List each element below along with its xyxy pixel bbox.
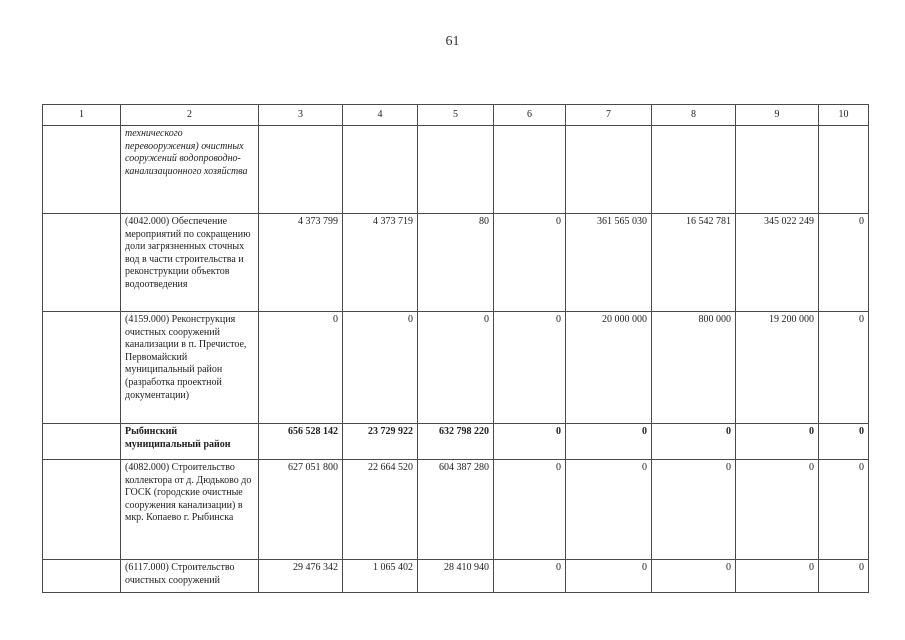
value-cell: 1 065 402 — [343, 560, 418, 593]
description-cell: технического перевооружения) очистных сооружений водопроводно-канализационного хозяйства — [121, 126, 259, 214]
table-header-row — [43, 105, 869, 126]
description-cell: (4159.000) Реконструкция очистных сооружений канализации в п. Пречистое, Первомайский муниципальный район (разработка проектной документации) — [121, 312, 259, 424]
value-cell — [418, 126, 494, 214]
value-cell: 0 — [736, 560, 819, 593]
value-cell: 23 729 922 — [343, 424, 418, 460]
column-header: 6 — [494, 105, 566, 126]
row-number-cell — [43, 126, 121, 214]
column-header: 1 — [43, 105, 121, 126]
value-cell — [819, 126, 869, 214]
value-cell: 0 — [494, 214, 566, 312]
column-header: 8 — [652, 105, 736, 126]
row-number-cell — [43, 214, 121, 312]
value-cell — [566, 126, 652, 214]
row-number-cell — [43, 460, 121, 560]
value-cell: 0 — [418, 312, 494, 424]
value-cell: 0 — [566, 460, 652, 560]
value-cell — [494, 126, 566, 214]
table-row — [43, 560, 869, 593]
column-header: 2 — [121, 105, 259, 126]
value-cell: 0 — [736, 460, 819, 560]
value-cell: 22 664 520 — [343, 460, 418, 560]
value-cell — [652, 126, 736, 214]
description-cell: Рыбинский муниципальный район — [121, 424, 259, 460]
value-cell: 0 — [494, 312, 566, 424]
value-cell: 4 373 719 — [343, 214, 418, 312]
value-cell: 29 476 342 — [259, 560, 343, 593]
column-header: 5 — [418, 105, 494, 126]
column-header: 10 — [819, 105, 869, 126]
value-cell — [736, 126, 819, 214]
column-header: 3 — [259, 105, 343, 126]
column-header: 7 — [566, 105, 652, 126]
table-row-subtotal — [43, 424, 869, 460]
value-cell — [343, 126, 418, 214]
value-cell: 0 — [819, 214, 869, 312]
column-header: 9 — [736, 105, 819, 126]
value-cell: 0 — [819, 312, 869, 424]
budget-table — [42, 104, 869, 593]
value-cell: 656 528 142 — [259, 424, 343, 460]
value-cell: 4 373 799 — [259, 214, 343, 312]
description-cell: (6117.000) Строительство очистных сооружений — [121, 560, 259, 593]
value-cell: 627 051 800 — [259, 460, 343, 560]
page-number: 61 — [445, 34, 460, 49]
value-cell: 0 — [494, 460, 566, 560]
value-cell: 0 — [494, 424, 566, 460]
table-row — [43, 214, 869, 312]
value-cell: 80 — [418, 214, 494, 312]
value-cell: 0 — [566, 560, 652, 593]
value-cell: 19 200 000 — [736, 312, 819, 424]
value-cell: 0 — [652, 424, 736, 460]
value-cell — [259, 126, 343, 214]
table-row — [43, 312, 869, 424]
row-number-cell — [43, 560, 121, 593]
value-cell: 800 000 — [652, 312, 736, 424]
value-cell: 0 — [736, 424, 819, 460]
value-cell: 0 — [819, 460, 869, 560]
value-cell: 0 — [343, 312, 418, 424]
value-cell: 345 022 249 — [736, 214, 819, 312]
value-cell: 361 565 030 — [566, 214, 652, 312]
value-cell: 16 542 781 — [652, 214, 736, 312]
description-cell: (4082.000) Строительство коллектора от д. Дюдьково до ГОСК (городские очистные сооружения канализации) в мкр. Копаево г. Рыбинска — [121, 460, 259, 560]
value-cell: 0 — [494, 560, 566, 593]
row-number-cell — [43, 312, 121, 424]
value-cell: 0 — [652, 560, 736, 593]
value-cell: 28 410 940 — [418, 560, 494, 593]
table-row — [43, 126, 869, 214]
value-cell: 0 — [819, 424, 869, 460]
column-header: 4 — [343, 105, 418, 126]
description-cell: (4042.000) Обеспечение мероприятий по сокращению доли загрязненных сточных вод в части строительства и реконструкции объектов водоотведения — [121, 214, 259, 312]
value-cell: 632 798 220 — [418, 424, 494, 460]
value-cell: 0 — [819, 560, 869, 593]
row-number-cell — [43, 424, 121, 460]
value-cell: 0 — [652, 460, 736, 560]
value-cell: 0 — [259, 312, 343, 424]
table-row — [43, 460, 869, 560]
value-cell: 20 000 000 — [566, 312, 652, 424]
value-cell: 604 387 280 — [418, 460, 494, 560]
value-cell: 0 — [566, 424, 652, 460]
